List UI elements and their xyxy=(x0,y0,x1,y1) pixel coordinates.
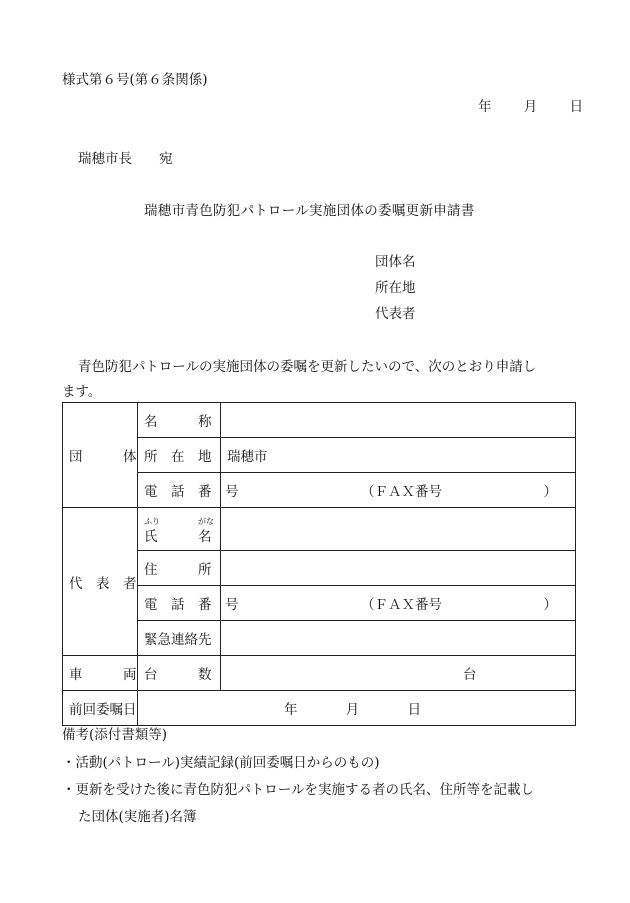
intro-text-line1: 青色防犯パトロールの実施団体の委嘱を更新したいので、次のとおり申請し xyxy=(78,359,537,375)
phone-label: 電 話 番 号 xyxy=(138,473,221,508)
notes-heading: 備考(添付書類等) xyxy=(62,727,168,743)
applicant-org-name-label: 団体名 xyxy=(375,254,416,270)
applicant-representative-label: 代表者 xyxy=(375,306,416,322)
date-line xyxy=(478,95,583,115)
rep-phone-label: 電 話 番 号 xyxy=(138,586,221,621)
prev-date-label: 前回委嘱日 xyxy=(63,691,138,726)
name-value[interactable] xyxy=(221,403,576,438)
table-row xyxy=(63,621,576,656)
prev-year: 年 xyxy=(284,702,298,718)
group-label: 団 体 xyxy=(63,403,138,508)
rep-name-text: 氏 名 xyxy=(144,529,212,545)
date-year: 年 xyxy=(478,99,492,115)
emergency-value[interactable] xyxy=(221,621,576,656)
table-row xyxy=(63,691,576,726)
rep-phone-value[interactable] xyxy=(221,586,576,621)
table-row xyxy=(63,656,576,691)
rep-fax-label: （ＦＡＸ番号 xyxy=(361,597,442,613)
page-title: 瑞穂市青色防犯パトロール実施団体の委嘱更新申請書 xyxy=(144,203,475,219)
furigana-2: がな xyxy=(198,517,214,526)
emergency-label: 緊急連絡先 xyxy=(138,621,221,656)
location-value[interactable]: 瑞穂市 xyxy=(221,438,576,473)
name-label: 名 称 xyxy=(138,403,221,438)
table-row xyxy=(63,508,576,551)
rep-fax-close: ） xyxy=(543,597,557,613)
vehicle-count-value[interactable] xyxy=(221,656,576,691)
table-row xyxy=(63,473,576,508)
rep-name-value[interactable] xyxy=(221,508,576,551)
rep-name-label xyxy=(138,508,221,551)
table-row xyxy=(63,551,576,586)
table-row xyxy=(63,403,576,438)
date-month: 月 xyxy=(523,99,538,115)
vehicle-unit: 台 xyxy=(463,667,477,683)
notes-item-2-line2: た団体(実施者)名簿 xyxy=(78,809,197,825)
table-row xyxy=(63,438,576,473)
form-number: 様式第６号(第６条関係) xyxy=(62,72,208,88)
vehicle-label: 車 両 xyxy=(63,656,138,691)
addressee: 瑞穂市長 宛 xyxy=(78,151,173,167)
notes-item-1: ・活動(パトロール)実績記録(前回委嘱日からのもの) xyxy=(62,755,380,771)
prev-date-value[interactable] xyxy=(138,691,576,726)
intro-text-line2: ます。 xyxy=(62,384,102,400)
fax-close: ） xyxy=(543,484,557,500)
notes-item-2-line1: ・更新を受けた後に青色防犯パトロールを実施する者の氏名、住所等を記載し xyxy=(62,782,534,798)
phone-value[interactable] xyxy=(221,473,576,508)
prev-month: 月 xyxy=(345,702,360,718)
furigana-1: ふり xyxy=(144,517,160,526)
application-table xyxy=(62,402,576,726)
date-day: 日 xyxy=(569,99,584,115)
rep-label: 代 表 者 xyxy=(63,508,138,656)
fax-label: （ＦＡＸ番号 xyxy=(361,484,442,500)
vehicle-count-label: 台 数 xyxy=(138,656,221,691)
table-row xyxy=(63,586,576,621)
location-label: 所 在 地 xyxy=(138,438,221,473)
rep-address-label: 住 所 xyxy=(138,551,221,586)
prev-day: 日 xyxy=(407,702,422,718)
applicant-address-label: 所在地 xyxy=(375,280,416,296)
rep-address-value[interactable] xyxy=(221,551,576,586)
